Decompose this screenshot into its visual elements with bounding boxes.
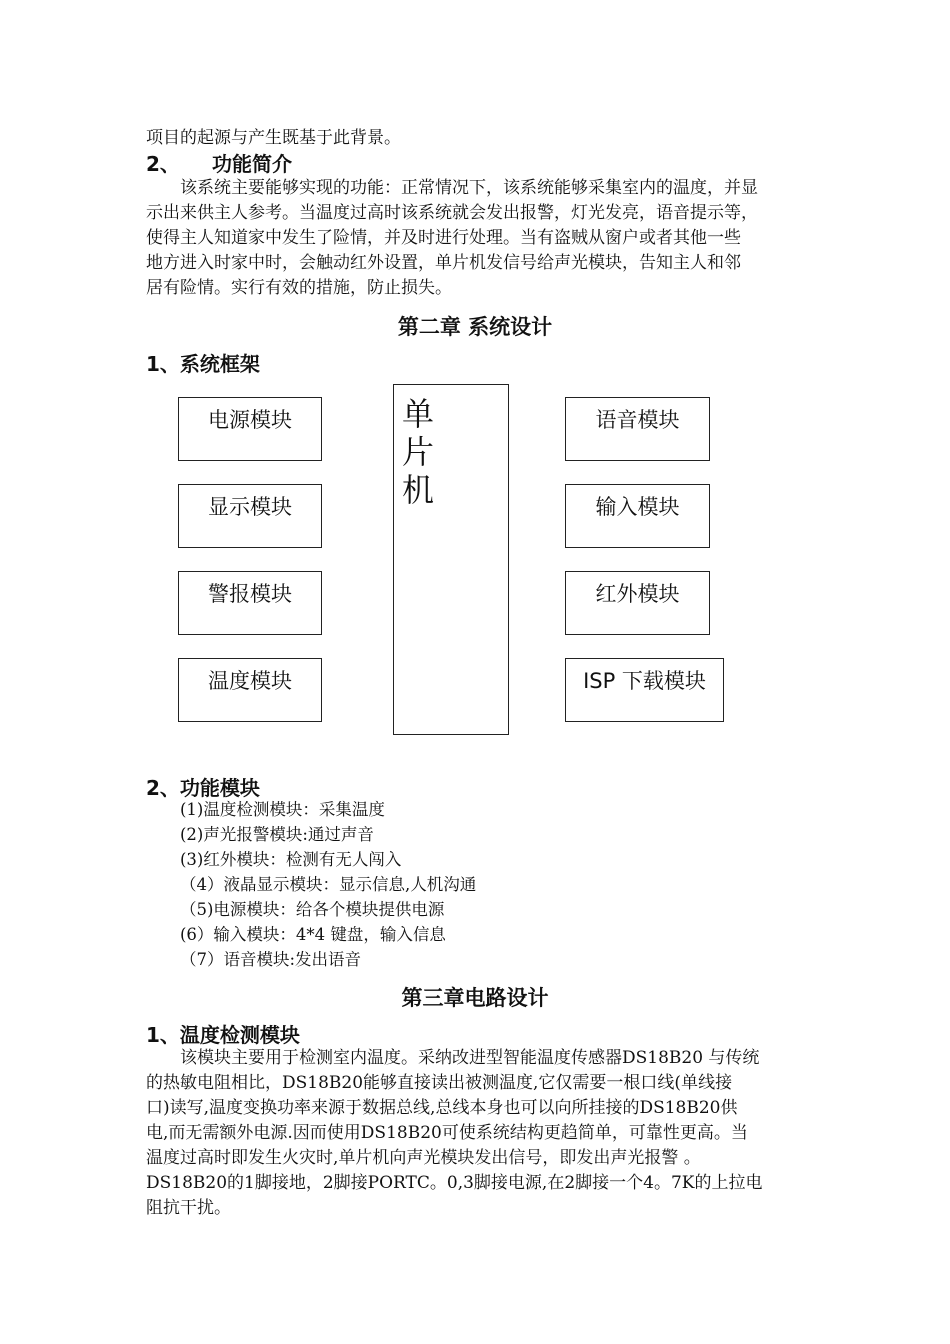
intro-tail-text: 项目的起源与产生既基于此背景。 [146,128,401,148]
list-item: （4）液晶显示模块：显示信息,人机沟通 [180,875,477,894]
mcu-box [393,384,509,735]
module-box-isp-download: ISP 下载模块 [565,658,724,722]
paragraph-line: 电,而无需额外电源.因而使用DS18B20可使系统结构更趋简单，可靠性更高。当 [146,1123,748,1143]
paragraph-line: 居有险情。实行有效的措施，防止损失。 [146,278,452,298]
section-system-framework: 1、系统框架 [146,352,260,376]
module-box-power: 电源模块 [178,397,322,461]
module-box-alarm: 警报模块 [178,571,322,635]
list-item: (3)红外模块：检测有无人闯入 [180,850,402,869]
section-func-intro-title: 功能简介 [212,152,292,176]
section-function-modules: 2、功能模块 [146,776,260,800]
module-box-voice: 语音模块 [565,397,710,461]
section-temperature-module: 1、温度检测模块 [146,1023,300,1047]
paragraph-line: DS18B20的1脚接地，2脚接PORTC。0,3脚接电源,在2脚接一个4。7K的上拉电 [146,1173,763,1193]
list-item: （7）语音模块:发出语音 [180,950,362,969]
paragraph-line: 温度过高时即发生火灾时,单片机向声光模块发出信号，即发出声光报警 。 [146,1148,701,1168]
mcu-label-char: 单 [402,395,435,433]
chapter2-title: 第二章 系统设计 [397,315,553,339]
chapter3-title: 第三章电路设计 [401,986,549,1010]
list-item: (6）输入模块：4*4 键盘，输入信息 [180,925,446,944]
paragraph-line: 该系统主要能够实现的功能：正常情况下，该系统能够采集室内的温度，并显 [146,178,758,198]
paragraph-line: 阻抗干扰。 [146,1198,231,1218]
list-item: （5)电源模块：给各个模块提供电源 [180,900,445,919]
paragraph-line: 口)读写,温度变换功率来源于数据总线,总线本身也可以向所挂接的DS18B20供 [146,1098,738,1118]
module-box-display: 显示模块 [178,484,322,548]
module-box-infrared: 红外模块 [565,571,710,635]
module-box-temperature: 温度模块 [178,658,322,722]
paragraph-line: 示出来供主人参考。当温度过高时该系统就会发出报警，灯光发亮，语音提示等， [146,203,758,223]
paragraph-line: 的热敏电阻相比，DS18B20能够直接读出被测温度,它仅需要一根口线(单线接 [146,1073,733,1093]
mcu-label-char: 片 [402,433,435,471]
mcu-label-char: 机 [402,471,435,509]
section-func-intro-number: 2、 [146,152,180,176]
list-item: (1)温度检测模块：采集温度 [180,800,385,819]
paragraph-line: 地方进入时家中时，会触动红外设置，单片机发信号给声光模块，告知主人和邻 [146,253,741,273]
paragraph-line: 使得主人知道家中发生了险情，并及时进行处理。当有盗贼从窗户或者其他一些 [146,228,741,248]
paragraph-line: 该模块主要用于检测室内温度。采纳改进型智能温度传感器DS18B20 与传统 [146,1048,760,1068]
module-box-input: 输入模块 [565,484,710,548]
list-item: (2)声光报警模块:通过声音 [180,825,374,844]
